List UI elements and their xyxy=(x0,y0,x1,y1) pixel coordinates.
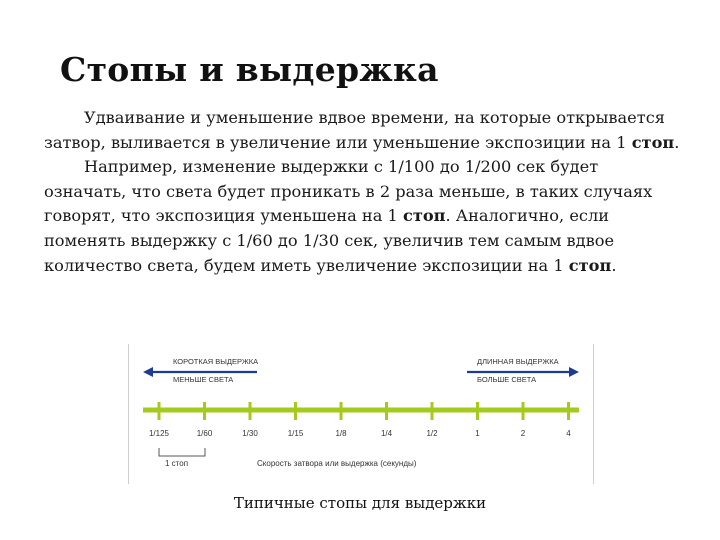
stop-label: 1 стоп xyxy=(165,459,189,468)
paragraph-1-text: Удваивание и уменьшение вдвое времени, на которые открывается затвор, выливается в увеличение или уменьшение экспозиции на 1 xyxy=(44,108,665,152)
paragraph-2-end: . xyxy=(611,255,617,275)
tick-label: 1 xyxy=(475,429,480,438)
tick-label: 1/8 xyxy=(335,429,347,438)
shutter-scale-diagram xyxy=(129,344,593,484)
left-label-line1: КОРОТКАЯ ВЫДЕРЖКА xyxy=(173,357,259,366)
tick-label: 1/60 xyxy=(196,429,213,438)
figure-caption: Типичные стопы для выдержки xyxy=(233,494,487,512)
paragraph-2 xyxy=(44,155,684,278)
paragraph-2-bold-2: стоп xyxy=(568,255,612,275)
paragraph-2-text: Например, изменение выдержки с 1/100 до 1/200 сек будет означать, что света будет проникать в 2 раза меньше, в таких случаях говорят, что экспозиция уменьшена на 1 xyxy=(44,157,653,226)
shutter-stops-figure xyxy=(128,344,594,484)
slide-title: Стопы и выдержка xyxy=(60,50,439,89)
tick-marks xyxy=(149,402,571,438)
paragraph-1 xyxy=(44,106,684,155)
right-label-line2: БОЛЬШЕ СВЕТА xyxy=(477,375,537,384)
paragraph-2-middle: . Аналогично, если поменять выдержку с 1/60 до 1/30 сек, увеличив тем самым вдвое количество света, будем иметь увеличение экспозиции на 1 xyxy=(44,206,615,275)
right-arrow-head xyxy=(569,367,579,377)
tick-label: 1/15 xyxy=(287,429,304,438)
paragraph-1-end: . xyxy=(674,132,680,152)
stop-bracket xyxy=(159,448,205,456)
left-label-line2: МЕНЬШЕ СВЕТА xyxy=(173,375,234,384)
tick-label: 1/2 xyxy=(426,429,438,438)
tick-label: 1/125 xyxy=(148,429,170,438)
tick-label: 1/30 xyxy=(242,429,258,438)
body-text xyxy=(44,106,684,278)
axis-label: Скорость затвора или выдержка (секунды) xyxy=(257,459,417,468)
tick-label: 2 xyxy=(520,429,526,438)
right-label-line1: ДЛИННАЯ ВЫДЕРЖКА xyxy=(477,357,559,366)
tick-label: 1/4 xyxy=(380,429,393,438)
paragraph-1-bold: стоп xyxy=(631,132,675,152)
tick-label: 4 xyxy=(566,429,571,438)
left-arrow-head xyxy=(143,367,153,377)
paragraph-2-bold: стоп xyxy=(402,206,446,226)
